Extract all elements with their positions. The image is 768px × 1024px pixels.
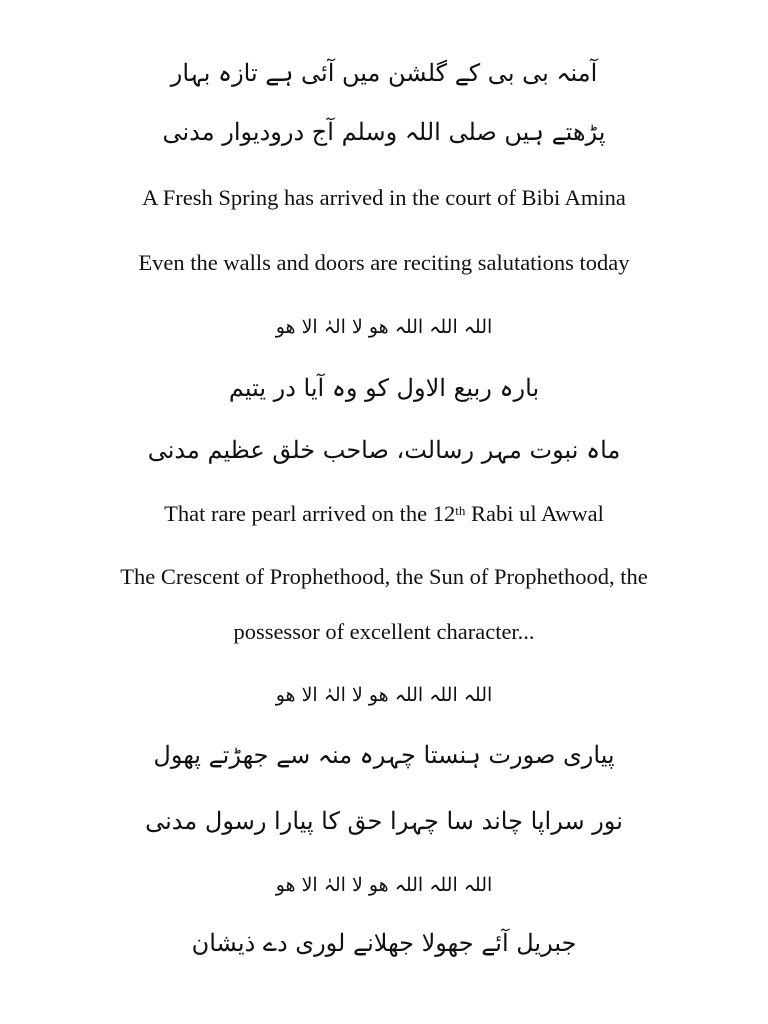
english-verse-2-line-2: The Crescent of Prophethood, the Sun of Prophethood, the (120, 564, 648, 589)
urdu-verse-1-line-2: پڑھتے ہیں صلی اللہ وسلم آج درودیوار مدنی (162, 118, 606, 146)
english-verse-2-line-1 (0, 500, 768, 528)
urdu-verse-2-line-2: ماہ نبوت مہر رسالت، صاحب خلق عظیم مدنی (147, 436, 621, 464)
english-verse-2-line-1-rest: Rabi ul Awwal (465, 501, 604, 526)
urdu-verse-1-line-1: آمنہ بی بی کے گلشن میں آئی ہے تازہ بہار (170, 59, 598, 87)
english-verse-2-line-3: possessor of excellent character... (233, 619, 535, 644)
urdu-verse-2-line-1: بارہ ربیع الاول کو وہ آیا در یتیم (228, 374, 540, 402)
refrain-2: اللہ اللہ اللہ ھو لا الہٰ الا ھو (275, 684, 493, 706)
refrain-3: اللہ اللہ اللہ ھو لا الہٰ الا ھو (275, 874, 493, 896)
urdu-verse-3-line-2: نور سراپا چاند سا چہرا حق کا پیارا رسول مدنی (145, 807, 623, 835)
english-verse-1-line-2: Even the walls and doors are reciting salutations today (138, 250, 630, 275)
urdu-verse-4-line-1: جبریل آئے جھولا جھلانے لوری دے ذیشان (191, 929, 577, 957)
urdu-verse-3-line-1: پیاری صورت ہنستا چہرہ منہ سے جھڑتے پھول (153, 741, 615, 769)
ordinal-suffix: th (455, 503, 466, 518)
english-verse-1-line-1: A Fresh Spring has arrived in the court of Bibi Amina (142, 185, 626, 210)
english-verse-2-line-1-text: That rare pearl arrived on the 12 (164, 501, 456, 526)
refrain-1: اللہ اللہ اللہ ھو لا الہٰ الا ھو (275, 316, 493, 338)
